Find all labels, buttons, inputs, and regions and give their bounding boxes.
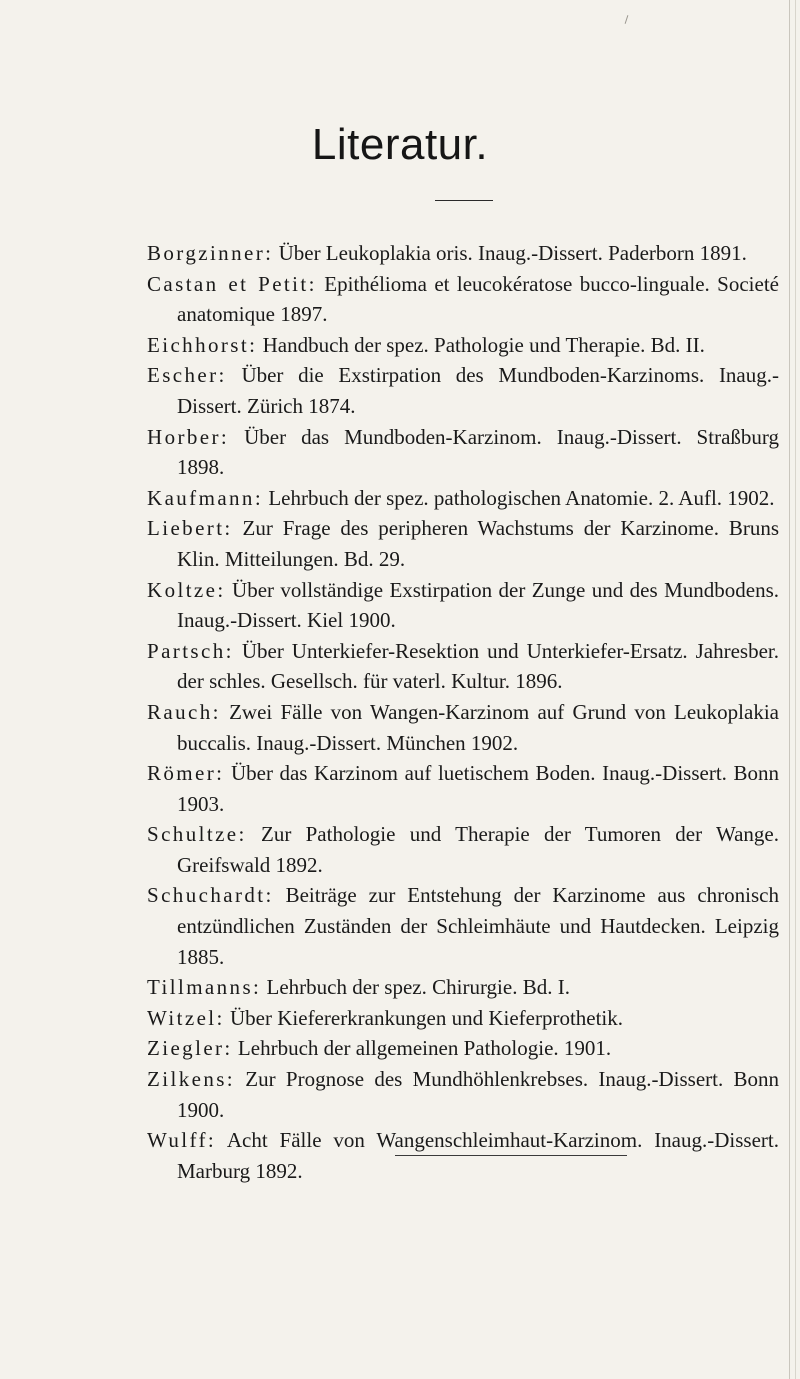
entry-author: Escher: (147, 363, 227, 388)
bibliography-entry (147, 880, 779, 972)
entry-author: Castan et Petit: (147, 271, 317, 296)
entry-text: Über die Exstirpation des Mundboden-Karzinoms. Inaug.-Dissert. Zürich 1874. (177, 363, 779, 418)
entry-text: Über das Karzinom auf luetischem Boden. Inaug.-Dissert. Bonn 1903. (177, 761, 779, 816)
bibliography-entry (147, 636, 779, 697)
entry-author: Rauch: (147, 699, 221, 724)
bibliography-entry (147, 483, 779, 514)
entry-author: Ziegler: (147, 1036, 233, 1061)
entry-text: Zwei Fälle von Wangen-Karzinom auf Grund von Leukoplakia buccalis. Inaug.-Dissert. München 1902. (177, 699, 779, 755)
bibliography-entry (147, 360, 779, 421)
entry-author: Römer: (147, 761, 225, 786)
bibliography-entry (147, 330, 779, 361)
title-rule (435, 200, 493, 201)
entry-author: Wulff: (147, 1128, 217, 1153)
entry-text: Über Unterkiefer-Resektion und Unterkiefer-Ersatz. Jahresber. der schles. Gesellsch. für vaterl. Kultur. 1896. (177, 638, 779, 694)
entry-text: Über Kiefererkrankungen und Kieferprothetik. (224, 1005, 624, 1030)
entry-text: Epithélioma et leucokératose bucco-linguale. Societé anatomique 1897. (177, 271, 779, 327)
bibliography-entry (147, 758, 779, 819)
entry-text: Zur Pathologie und Therapie der Tumoren der Wange. Greifswald 1892. (177, 822, 779, 877)
entry-text: Über das Mundboden-Karzinom. Inaug.-Dissert. Straßburg 1898. (177, 424, 779, 480)
entry-text: Zur Frage des peripheren Wachstums der Karzinome. Bruns Klin. Mitteilungen. Bd. 29. (177, 516, 779, 571)
entry-author: Koltze: (147, 577, 226, 602)
end-rule (395, 1155, 627, 1156)
entry-text: Beiträge zur Entstehung der Karzinome aus chronisch entzündlichen Zuständen der Schleimhäute und Hautdecken. Leipzig 1885. (177, 883, 779, 969)
entry-text: Über Leukoplakia oris. Inaug.-Dissert. Paderborn 1891. (273, 241, 747, 265)
bibliography-entry (147, 238, 779, 269)
entry-text: Lehrbuch der spez. pathologischen Anatomie. 2. Aufl. 1902. (263, 485, 775, 510)
entry-author: Eichhorst: (147, 332, 258, 357)
bibliography-entry (147, 269, 779, 330)
bibliography-entry (147, 697, 779, 758)
entry-text: Zur Prognose des Mundhöhlenkrebses. Inaug.-Dissert. Bonn 1900. (177, 1067, 779, 1122)
bibliography-entry (147, 972, 779, 1003)
entry-author: Partsch: (147, 638, 234, 663)
page-edge (789, 0, 790, 1379)
entry-author: Schuchardt: (147, 883, 274, 908)
entry-author: Tillmanns: (147, 975, 262, 1000)
entry-author: Witzel: (147, 1005, 225, 1030)
bibliography-entry (147, 575, 779, 636)
bibliography-entry (147, 1033, 779, 1064)
entry-text: Acht Fälle von Wangenschleimhaut-Karzinom. Inaug.-Dissert. Marburg 1892. (177, 1128, 779, 1183)
entry-author: Zilkens: (147, 1067, 236, 1092)
entry-author: Borgzinner: (147, 241, 274, 265)
bibliography-list (147, 238, 779, 1186)
entry-text: Lehrbuch der spez. Chirurgie. Bd. I. (261, 975, 570, 1000)
entry-author: Horber: (147, 424, 230, 449)
page-edge-shadow (795, 0, 796, 1379)
bibliography-entry (147, 513, 779, 574)
entry-text: Lehrbuch der allgemeinen Pathologie. 1901. (232, 1036, 612, 1061)
page-title: Literatur. (311, 120, 489, 169)
page-mark (625, 15, 629, 24)
entry-text: Handbuch der spez. Pathologie und Therapie. Bd. II. (257, 332, 705, 357)
entry-author: Schultze: (147, 822, 247, 847)
bibliography-entry (147, 1003, 779, 1034)
entry-author: Liebert: (147, 516, 233, 541)
entry-text: Über vollständige Exstirpation der Zunge und des Mundbodens. Inaug.-Dissert. Kiel 1900. (177, 577, 779, 633)
bibliography-entry (147, 1064, 779, 1125)
entry-author: Kaufmann: (147, 485, 264, 510)
bibliography-entry (147, 422, 779, 483)
bibliography-entry (147, 819, 779, 880)
